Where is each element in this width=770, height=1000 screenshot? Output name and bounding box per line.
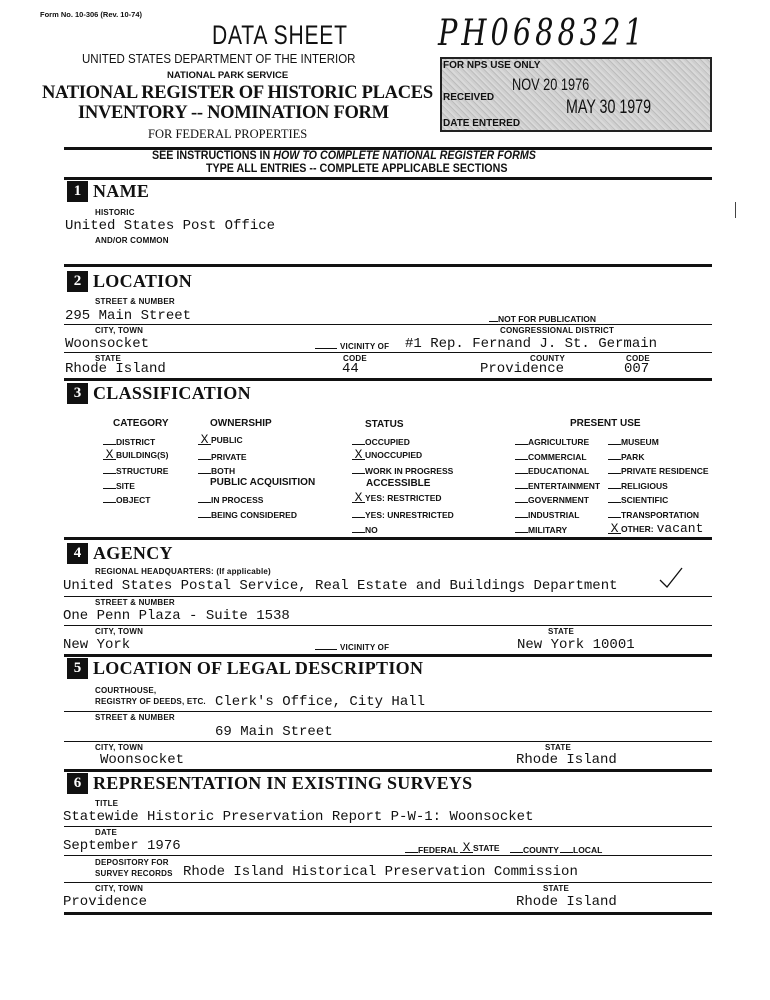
entertainment-checkbox[interactable]	[515, 479, 600, 492]
divider	[64, 711, 712, 712]
street-label: STREET & NUMBER	[95, 598, 175, 607]
data-sheet-heading: DATA SHEET	[212, 20, 348, 50]
work-in-progress-checkbox[interactable]	[352, 464, 453, 477]
divider	[64, 654, 712, 657]
checkbox-label: OCCUPIED	[365, 437, 410, 447]
check-mark	[608, 464, 621, 474]
survey-date-field[interactable]: September 1976	[63, 838, 181, 854]
check-mark	[608, 508, 621, 518]
handwritten-reference-number: PH0688321	[438, 13, 647, 54]
divider	[64, 769, 712, 772]
vicinity-text: VICINITY OF	[340, 643, 390, 652]
military-checkbox[interactable]	[515, 523, 567, 536]
check-mark: X	[352, 450, 365, 460]
title-label: TITLE	[95, 799, 119, 808]
accessible-header: ACCESSIBLE	[366, 478, 431, 489]
divider	[64, 882, 712, 883]
section-title-location: LOCATION	[93, 271, 193, 291]
checkbox-label: INDUSTRIAL	[528, 510, 580, 520]
check-mark	[608, 493, 621, 503]
survey-city-field[interactable]: Providence	[63, 894, 148, 910]
form-title-line2: INVENTORY -- NOMINATION FORM	[78, 103, 389, 123]
building-s-checkbox[interactable]	[103, 447, 169, 462]
museum-checkbox[interactable]	[608, 435, 659, 448]
form-number: Form No. 10-306 (Rev. 10-74)	[40, 10, 142, 19]
divider	[64, 264, 712, 267]
department-name: UNITED STATES DEPARTMENT OF THE INTERIOR	[82, 52, 356, 66]
check-mark	[510, 843, 523, 853]
survey-state-field[interactable]: Rhode Island	[516, 894, 617, 910]
religious-checkbox[interactable]	[608, 479, 668, 492]
check-mark	[352, 523, 365, 533]
divider	[64, 826, 712, 827]
checkbox-label: PRIVATE RESIDENCE	[621, 466, 709, 476]
checkbox-label: PUBLIC	[211, 435, 243, 445]
check-mark	[608, 479, 621, 489]
agency-state-field[interactable]: New York 10001	[517, 637, 635, 653]
regional-hq-label: REGIONAL HEADQUARTERS: (If applicable)	[95, 567, 271, 576]
common-name-label: AND/OR COMMON	[95, 236, 169, 245]
agency-city-field[interactable]: New York	[63, 637, 131, 653]
street-label: STREET & NUMBER	[95, 713, 175, 722]
in-process-checkbox[interactable]	[198, 493, 263, 506]
checkbox-label: COUNTY	[523, 845, 559, 855]
date-entered-label: DATE ENTERED	[443, 118, 521, 129]
check-mark	[515, 493, 528, 503]
section-number: 5	[67, 658, 88, 679]
other-checkbox[interactable]	[608, 523, 703, 535]
checkbox-label: OTHER:	[621, 524, 654, 534]
check-mark	[103, 493, 116, 503]
public-acquisition-header: PUBLIC ACQUISITION	[210, 477, 316, 488]
check-mark	[515, 508, 528, 518]
private-residence-checkbox[interactable]	[608, 464, 709, 477]
private-checkbox[interactable]	[198, 450, 247, 463]
form-subtitle: FOR FEDERAL PROPERTIES	[148, 127, 308, 141]
survey-records-label: SURVEY RECORDS	[95, 869, 173, 878]
check-mark	[489, 312, 498, 322]
checkbox-label: LOCAL	[573, 845, 603, 855]
divider	[64, 912, 712, 915]
checkbox-label: FEDERAL	[418, 845, 459, 855]
check-mark: X	[198, 435, 211, 445]
city-label: CITY, TOWN	[95, 743, 144, 752]
received-date: NOV 20 1976	[512, 75, 590, 94]
check-mark	[405, 843, 418, 853]
county-label: COUNTY	[530, 354, 565, 363]
instructions-line2: TYPE ALL ENTRIES -- COMPLETE APPLICABLE SECTIONS	[206, 163, 508, 175]
vicinity-blank	[315, 348, 337, 349]
congressional-district-label: CONGRESSIONAL DISTRICT	[500, 326, 615, 335]
legal-city-field[interactable]: Woonsocket	[100, 752, 185, 768]
check-mark	[198, 493, 211, 503]
checkbox-label: IN PROCESS	[211, 495, 264, 505]
check-mark	[515, 523, 528, 533]
form-title-line1: NATIONAL REGISTER OF HISTORIC PLACES	[42, 83, 433, 103]
legal-street-field[interactable]: 69 Main Street	[215, 724, 333, 740]
received-label: RECEIVED	[443, 92, 495, 103]
check-mark: X	[608, 524, 621, 534]
checkbox-label: OBJECT	[116, 495, 151, 505]
depository-label: DEPOSITORY FOR	[95, 858, 169, 867]
transportation-checkbox[interactable]	[608, 508, 699, 521]
section-number: 3	[67, 383, 88, 404]
check-mark	[608, 435, 621, 445]
section-title-legal-description: LOCATION OF LEGAL DESCRIPTION	[93, 658, 424, 678]
yes-restricted-checkbox[interactable]	[352, 490, 442, 505]
registry-field[interactable]: Clerk's Office, City Hall	[215, 694, 426, 710]
check-mark	[103, 464, 116, 474]
section-number: 4	[67, 543, 88, 564]
checkbox-label: COMMERCIAL	[528, 452, 587, 462]
educational-checkbox[interactable]	[515, 464, 589, 477]
state-field[interactable]: Rhode Island	[65, 361, 166, 377]
checkbox-label: PRIVATE	[211, 452, 247, 462]
check-mark	[103, 479, 116, 489]
vicinity-text: VICINITY OF	[340, 342, 390, 351]
check-mark	[352, 435, 365, 445]
ownership-header: OWNERSHIP	[210, 418, 272, 429]
divider	[64, 625, 712, 626]
divider	[64, 177, 712, 180]
checkbox-label: BEING CONSIDERED	[211, 510, 297, 520]
regional-hq-field[interactable]: United States Postal Service, Real Estate and Buildings Department	[63, 578, 618, 594]
courthouse-label: COURTHOUSE,	[95, 686, 157, 695]
historic-name-field[interactable]: United States Post Office	[65, 218, 276, 234]
check-mark	[515, 479, 528, 489]
checkbox-label: NO	[365, 525, 378, 535]
vicinity-blank	[315, 649, 337, 650]
city-label: CITY, TOWN	[95, 884, 144, 893]
checkbox-label: RELIGIOUS	[621, 481, 668, 491]
section-title-name: NAME	[93, 181, 150, 201]
section-number: 1	[67, 181, 88, 202]
service-name: NATIONAL PARK SERVICE	[167, 70, 289, 81]
yes-unrestricted-checkbox[interactable]	[352, 508, 454, 521]
government-checkbox[interactable]	[515, 493, 589, 506]
check-mark	[352, 464, 365, 474]
agriculture-checkbox[interactable]	[515, 435, 589, 448]
check-mark: X	[103, 450, 116, 460]
checkbox-label: BUILDING(S)	[116, 450, 169, 460]
survey-title-field[interactable]: Statewide Historic Preservation Report P-W-1: Woonsocket	[63, 809, 534, 825]
state-label: STATE	[543, 884, 570, 893]
depository-field[interactable]: Rhode Island Historical Preservation Commission	[183, 864, 578, 880]
check-mark	[515, 464, 528, 474]
state-survey-checkbox[interactable]	[460, 840, 500, 855]
checkbox-label: EDUCATIONAL	[528, 466, 590, 476]
check-mark	[198, 508, 211, 518]
divider	[64, 537, 712, 540]
historic-label: HISTORIC	[95, 208, 135, 217]
object-checkbox[interactable]	[103, 493, 150, 506]
legal-state-field[interactable]: Rhode Island	[516, 752, 617, 768]
state-label: STATE	[548, 627, 575, 636]
site-checkbox[interactable]	[103, 479, 135, 492]
date-entered: MAY 30 1979	[566, 97, 652, 118]
nps-use-only-label: FOR NPS USE ONLY	[443, 60, 541, 71]
check-mark	[515, 435, 528, 445]
checkbox-label: YES: RESTRICTED	[365, 493, 442, 503]
state-code-label: CODE	[343, 354, 367, 363]
state-label: STATE	[545, 743, 572, 752]
category-header: CATEGORY	[113, 418, 169, 429]
divider	[64, 352, 712, 353]
date-label: DATE	[95, 828, 117, 837]
vicinity-label	[315, 643, 389, 653]
checkmark-icon	[658, 566, 684, 595]
scan-mark	[735, 202, 736, 218]
scientific-checkbox[interactable]	[608, 493, 668, 506]
check-mark	[198, 464, 211, 474]
city-label: CITY, TOWN	[95, 627, 144, 636]
check-mark	[515, 450, 528, 460]
street-label: STREET & NUMBER	[95, 297, 175, 306]
check-mark	[352, 508, 365, 518]
public-checkbox[interactable]	[198, 432, 243, 447]
checkbox-label: STRUCTURE	[116, 466, 169, 476]
section-number: 2	[67, 271, 88, 292]
present-use-header: PRESENT USE	[570, 418, 641, 429]
instructions-prefix: SEE INSTRUCTIONS IN	[152, 150, 274, 162]
checkbox-label: GOVERNMENT	[528, 495, 589, 505]
section-number: 6	[67, 773, 88, 794]
checkbox-label: MUSEUM	[621, 437, 659, 447]
nps-use-only-box	[440, 57, 712, 132]
divider	[64, 741, 712, 742]
check-mark	[608, 450, 621, 460]
being-considered-checkbox[interactable]	[198, 508, 297, 521]
check-mark	[103, 435, 116, 445]
county-code-field[interactable]: 007	[624, 361, 650, 377]
checkbox-label: UNOCCUPIED	[365, 450, 423, 460]
city-field[interactable]: Woonsocket	[65, 336, 150, 352]
checkbox-label: DISTRICT	[116, 437, 156, 447]
vicinity-label	[315, 342, 389, 352]
checkbox-label: SCIENTIFIC	[621, 495, 669, 505]
checkbox-label: ENTERTAINMENT	[528, 481, 601, 491]
checkbox-label: TRANSPORTATION	[621, 510, 700, 520]
unoccupied-checkbox[interactable]	[352, 447, 423, 462]
check-mark	[198, 450, 211, 460]
not-for-publication-label: NOT FOR PUBLICATION	[498, 314, 597, 324]
state-label: STATE	[95, 354, 122, 363]
checkbox-label: AGRICULTURE	[528, 437, 590, 447]
industrial-checkbox[interactable]	[515, 508, 579, 521]
section-title-surveys: REPRESENTATION IN EXISTING SURVEYS	[93, 773, 473, 793]
checkbox-label: YES: UNRESTRICTED	[365, 510, 454, 520]
checkbox-label: SITE	[116, 481, 135, 491]
status-header: STATUS	[365, 419, 404, 430]
other-value[interactable]: vacant	[656, 521, 704, 536]
check-mark	[560, 843, 573, 853]
no-checkbox[interactable]	[352, 523, 378, 536]
checkbox-label: PARK	[621, 452, 645, 462]
city-label: CITY, TOWN	[95, 326, 144, 335]
state-code-field[interactable]: 44	[342, 361, 359, 377]
street-field[interactable]: 295 Main Street	[65, 308, 192, 324]
divider	[64, 378, 712, 381]
registry-label: REGISTRY OF DEEDS, ETC.	[95, 697, 206, 706]
divider	[64, 324, 712, 325]
county-field[interactable]: Providence	[480, 361, 565, 377]
both-checkbox[interactable]	[198, 464, 235, 477]
congressional-district-field[interactable]: #1 Rep. Fernand J. St. Germain	[405, 336, 658, 352]
section-title-classification: CLASSIFICATION	[93, 383, 251, 403]
commercial-checkbox[interactable]	[515, 450, 587, 463]
county-code-label: CODE	[626, 354, 650, 363]
checkbox-label: MILITARY	[528, 525, 568, 535]
check-mark: X	[460, 843, 473, 853]
checkbox-label: STATE	[473, 843, 500, 853]
section-title-agency: AGENCY	[93, 543, 173, 563]
divider	[64, 596, 712, 597]
instructions-line1	[152, 150, 536, 163]
instructions-book-title: HOW TO COMPLETE NATIONAL REGISTER FORMS	[273, 150, 536, 162]
checkbox-label: WORK IN PROGRESS	[365, 466, 454, 476]
divider	[64, 855, 712, 856]
check-mark: X	[352, 493, 365, 503]
agency-street-field[interactable]: One Penn Plaza - Suite 1538	[63, 608, 290, 624]
checkbox-label: BOTH	[211, 466, 236, 476]
park-checkbox[interactable]	[608, 450, 644, 463]
structure-checkbox[interactable]	[103, 464, 168, 477]
